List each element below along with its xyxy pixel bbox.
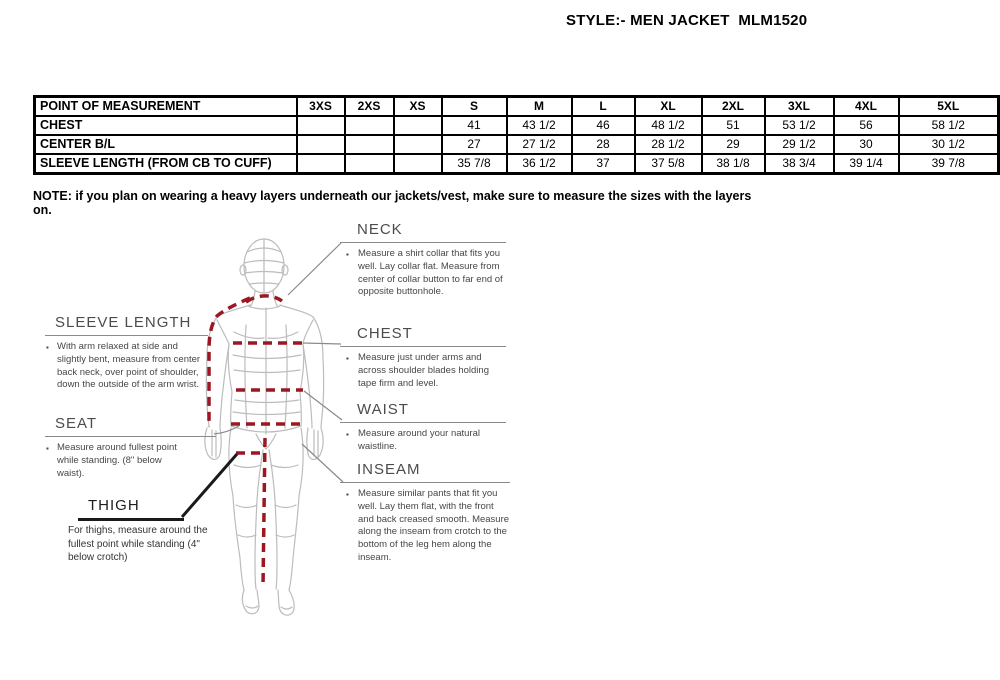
sleeve-length-guide [45, 314, 208, 392]
measure-lines [209, 296, 306, 586]
size-value-cell: 43 1/2 [507, 116, 572, 135]
size-value-cell: 29 [702, 135, 765, 154]
column-header-size: 3XS [297, 97, 345, 117]
sleeve-length-instructions: ▪ With arm relaxed at side and slightly bent, measure from center back neck, over point of shoulder, down the outside of the arm wrist. [45, 341, 209, 392]
column-header-size: 4XL [834, 97, 899, 117]
size-value-cell: 56 [834, 116, 899, 135]
inseam-measure-line [263, 438, 265, 586]
neck-guide [340, 221, 506, 299]
inseam-instructions: ▪ Measure similar pants that fit you well. Lay them flat, with the front and back creased smooth. Measure along the inseam from crotch to the bottom of the leg hem along the inseam. [340, 488, 510, 565]
size-value-cell: 27 1/2 [507, 135, 572, 154]
size-value-cell: 37 [572, 154, 635, 174]
seat-guide [45, 415, 216, 480]
neck-connector-line [288, 243, 341, 295]
neck-heading: NECK [340, 221, 506, 243]
size-value-cell: 58 1/2 [899, 116, 999, 135]
size-value-cell: 29 1/2 [765, 135, 834, 154]
chest-instructions: ▪ Measure just under arms and across shoulder blades holding tape firm and level. [340, 352, 506, 390]
waist-guide [340, 401, 506, 454]
seat-heading: SEAT [45, 415, 216, 437]
size-value-cell: 37 5/8 [635, 154, 702, 174]
column-header-label: POINT OF MEASUREMENT [35, 97, 297, 117]
column-header-size: XL [635, 97, 702, 117]
size-value-cell: 35 7/8 [442, 154, 507, 174]
size-value-cell: 28 1/2 [635, 135, 702, 154]
thigh-heading: THIGH [78, 497, 184, 521]
thigh-instructions: For thighs, measure around the fullest point while standing (4" below crotch) [68, 525, 208, 563]
chest-guide [340, 325, 506, 390]
size-value-cell: 48 1/2 [635, 116, 702, 135]
neck-measure-line [246, 296, 282, 302]
row-label: SLEEVE LENGTH (FROM CB TO CUFF) [35, 154, 297, 174]
size-value-cell: 53 1/2 [765, 116, 834, 135]
waist-instructions: ▪ Measure around your natural waistline. [340, 428, 506, 454]
row-label: CENTER B/L [35, 135, 297, 154]
column-header-size: 5XL [899, 97, 999, 117]
column-header-size: 3XL [765, 97, 834, 117]
page-title: STYLE:- MEN JACKET MLM1520 [566, 12, 808, 29]
size-value-cell: 38 3/4 [765, 154, 834, 174]
size-value-cell: 51 [702, 116, 765, 135]
thigh-guide [78, 497, 184, 521]
column-header-size: S [442, 97, 507, 117]
inseam-guide [340, 461, 510, 565]
size-value-cell: 30 [834, 135, 899, 154]
size-value-cell: 36 1/2 [507, 154, 572, 174]
column-header-size: L [572, 97, 635, 117]
inseam-heading: INSEAM [340, 461, 510, 483]
column-header-size: XS [394, 97, 442, 117]
sleeve-measure-line [209, 298, 250, 427]
column-header-size: 2XL [702, 97, 765, 117]
chest-connector-line [303, 343, 341, 344]
size-value-cell: 38 1/8 [702, 154, 765, 174]
column-header-size: 2XS [345, 97, 394, 117]
size-value-cell: 27 [442, 135, 507, 154]
row-label: CHEST [35, 116, 297, 135]
size-value-cell: 39 1/4 [834, 154, 899, 174]
chest-heading: CHEST [340, 325, 506, 347]
size-value-cell: 30 1/2 [899, 135, 999, 154]
size-value-cell: 41 [442, 116, 507, 135]
seat-instructions: ▪ Measure around fullest point while standing. (8" below waist). [45, 442, 182, 480]
sleeve-length-heading: SLEEVE LENGTH [45, 314, 208, 336]
column-header-size: M [507, 97, 572, 117]
size-value-cell: 28 [572, 135, 635, 154]
size-value-cell: 46 [572, 116, 635, 135]
neck-instructions: ▪ Measure a shirt collar that fits you well. Lay collar flat. Measure from center of collar button to far end of opposite buttonhole. [340, 248, 506, 299]
waist-heading: WAIST [340, 401, 506, 423]
note-text: NOTE: if you plan on wearing a heavy layers underneath our jackets/vest, make sure to measure the sizes with the layers on. [33, 189, 752, 217]
size-value-cell: 39 7/8 [899, 154, 999, 174]
